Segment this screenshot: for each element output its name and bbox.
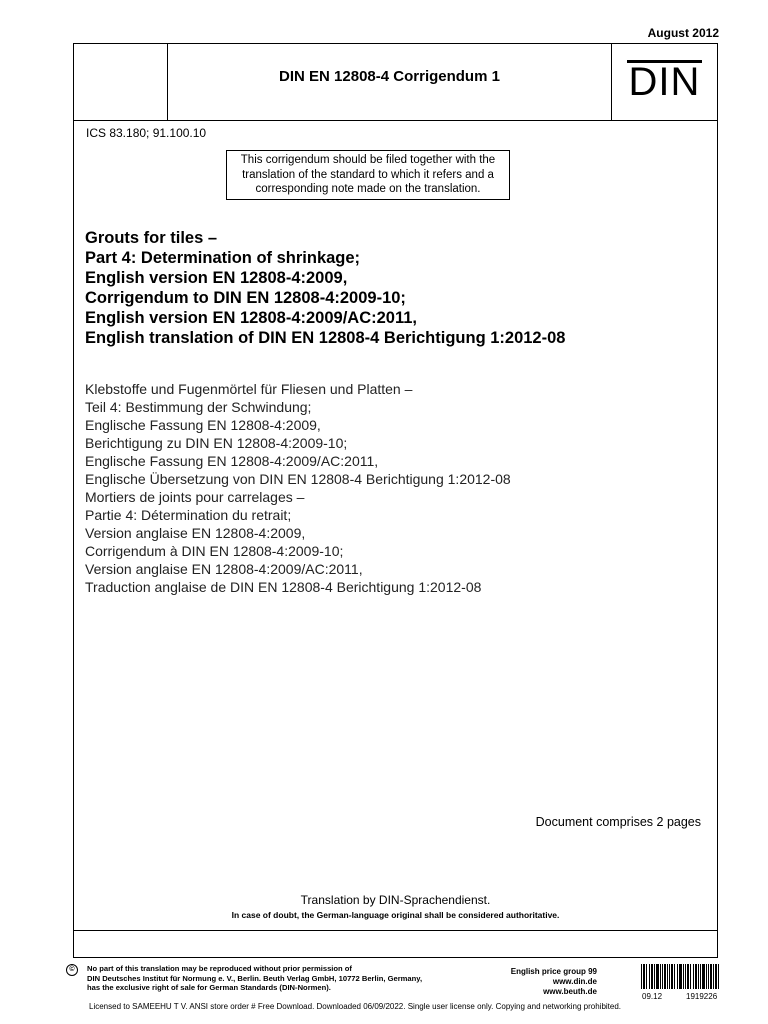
french-title-line: Version anglaise EN 12808-4:2009,: [85, 525, 306, 541]
price-info: [507, 967, 597, 997]
copyright-notice: [87, 964, 422, 993]
french-title-line: Traduction anglaise de DIN EN 12808-4 Berichtigung 1:2012-08: [85, 579, 482, 595]
authority-notice: In case of doubt, the German-language original shall be considered authoritative.: [231, 910, 560, 920]
german-title-line: Englische Übersetzung von DIN EN 12808-4 Berichtigung 1:2012-08: [85, 471, 511, 487]
english-title: [85, 228, 565, 348]
french-title: [85, 488, 481, 596]
english-title-line: Grouts for tiles –: [85, 229, 218, 247]
barcode-icon: [641, 964, 720, 989]
copyright-icon: ©: [66, 964, 78, 976]
german-title-line: Englische Fassung EN 12808-4:2009/AC:2011,: [85, 453, 379, 469]
barcode-date: 09.12: [642, 992, 663, 1001]
din-logo-text: DIN: [628, 60, 701, 104]
german-title-line: Englische Fassung EN 12808-4:2009,: [85, 417, 321, 433]
price-group: English price group 99: [510, 967, 597, 976]
english-title-line: Part 4: Determination of shrinkage;: [85, 249, 361, 267]
french-title-line: Corrigendum à DIN EN 12808-4:2009-10;: [85, 543, 344, 559]
document-title: DIN EN 12808-4 Corrigendum 1: [279, 68, 500, 85]
english-title-line: English translation of DIN EN 12808-4 Berichtigung 1:2012-08: [85, 329, 566, 347]
french-title-line: Mortiers de joints pour carrelages –: [85, 489, 305, 505]
footer-divider: [73, 930, 718, 931]
english-title-line: English version EN 12808-4:2009/AC:2011,: [85, 309, 417, 327]
french-title-line: Partie 4: Détermination du retrait;: [85, 507, 292, 523]
barcode-number: 1919226: [686, 992, 718, 1001]
english-title-line: English version EN 12808-4:2009,: [85, 269, 348, 287]
german-title-line: Teil 4: Bestimmung der Schwindung;: [85, 399, 312, 415]
beuth-website-link[interactable]: www.beuth.de: [543, 987, 597, 996]
english-title-line: Corrigendum to DIN EN 12808-4:2009-10;: [85, 289, 406, 307]
german-title-line: Berichtigung zu DIN EN 12808-4:2009-10;: [85, 435, 348, 451]
issue-date: August 2012: [647, 26, 719, 40]
din-logo: [611, 60, 718, 104]
copyright-line: has the exclusive right of sale for German Standards (DIN-Normen).: [87, 983, 331, 992]
header-divider: [73, 120, 718, 121]
ics-code: ICS 83.180; 91.100.10: [86, 126, 207, 140]
german-title: [85, 380, 511, 488]
translation-credit: Translation by DIN-Sprachendienst.: [300, 893, 491, 907]
license-notice: Licensed to SAMEEHU T V. ANSI store order # Free Download. Downloaded 06/09/2022. Single user license only. Copying and networking prohibited.: [89, 1002, 622, 1011]
page-count: Document comprises 2 pages: [535, 815, 701, 829]
copyright-line: DIN Deutsches Institut für Normung e. V., Berlin. Beuth Verlag GmbH, 10772 Berlin, Germany,: [87, 973, 423, 983]
corrigendum-note: This corrigendum should be filed together with the translation of the standard to which it refers and a corresponding note made on the translation.: [226, 150, 510, 200]
din-website-link[interactable]: www.din.de: [552, 977, 597, 986]
copyright-line: No part of this translation may be reproduced without prior permission of: [87, 964, 352, 973]
german-title-line: Klebstoffe und Fugenmörtel für Fliesen und Platten –: [85, 381, 413, 397]
header-left-cell: [73, 43, 168, 121]
french-title-line: Version anglaise EN 12808-4:2009/AC:2011,: [85, 561, 363, 577]
